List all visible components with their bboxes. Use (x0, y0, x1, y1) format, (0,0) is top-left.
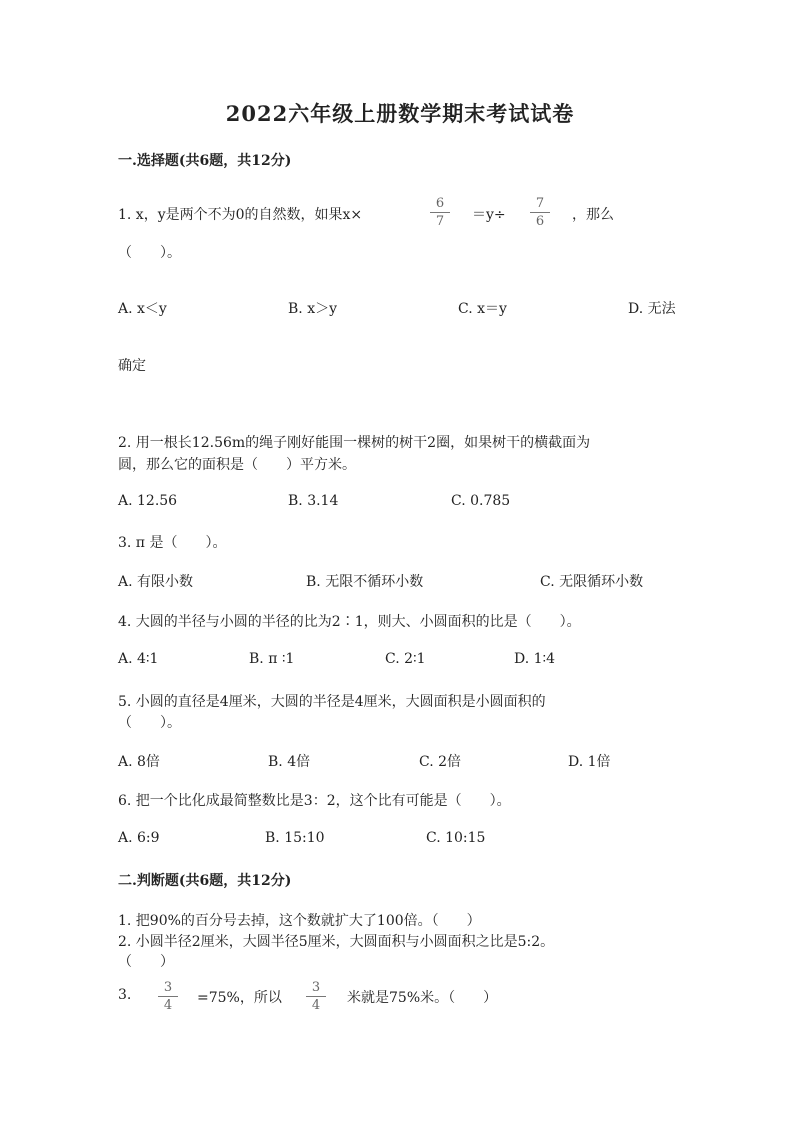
q5-option-c: C. 2倍 (419, 754, 462, 770)
q4-option-d: D. 1∶4 (514, 651, 556, 667)
q1-option-d-continued: 确定 (118, 358, 146, 374)
judge-1-text: 1. 把90%的百分号去掉，这个数就扩大了100倍。（ ） (118, 913, 481, 929)
section1-heading: 一.选择题(共6题，共12分) (118, 153, 292, 169)
judge-3-text-part-b: 米就是75%米。（ ） (347, 990, 498, 1006)
q2-option-b: B. 3.14 (288, 493, 339, 509)
judge-3-fraction-2-denominator: 4 (311, 998, 321, 1013)
q4-option-a: A. 4∶1 (118, 651, 159, 667)
q4-text: 4. 大圆的半径与小圆的半径的比为2∶1，则大、小圆面积的比是（ ）。 (118, 614, 581, 630)
q4-option-b: B. π ∶1 (249, 651, 295, 667)
section2-heading: 二.判断题(共6题，共12分) (118, 873, 292, 889)
q3-option-a: A. 有限小数 (118, 574, 194, 590)
q5-option-a: A. 8倍 (118, 754, 160, 770)
q3-option-b: B. 无限不循环小数 (306, 574, 424, 590)
q1-option-a: A. x＜y (118, 301, 167, 317)
q5-text-line2: （ ）。 (118, 715, 181, 731)
judge-3-text-part-a: =75%，所以 (197, 990, 282, 1006)
q1-fraction-2-numerator: 7 (530, 195, 550, 213)
judge-3-fraction-1 (158, 979, 178, 1014)
q4-option-c: C. 2∶1 (385, 651, 426, 667)
q1-text-part-b: ＝y÷ (472, 207, 506, 223)
q1-text-part-a: 1. x，y是两个不为0的自然数，如果x× (118, 207, 363, 223)
exam-title: 2022六年级上册数学期末考试试卷 (225, 101, 575, 126)
q2-text-line2: 圆，那么它的面积是（ ）平方米。 (118, 457, 356, 473)
q5-option-d: D. 1倍 (568, 754, 611, 770)
q5-text-line1: 5. 小圆的直径是4厘米，大圆的半径是4厘米，大圆面积是小圆面积的 (118, 694, 546, 710)
q1-fraction-1-denominator: 7 (435, 214, 445, 229)
q2-option-c: C. 0.785 (451, 493, 511, 509)
q6-text: 6. 把一个比化成最简整数比是3：2，这个比有可能是（ ）。 (118, 793, 511, 809)
q2-option-a: A. 12.56 (118, 493, 178, 509)
judge-2-text-line2: （ ） (118, 954, 174, 970)
judge-3-fraction-2 (306, 979, 326, 1014)
q6-option-a: A. 6:9 (118, 830, 160, 846)
q1-text-part-c: ，那么 (572, 207, 614, 223)
judge-2-text-line1: 2. 小圆半径2厘米，大圆半径5厘米，大圆面积与小圆面积之比是5:2。 (118, 934, 555, 950)
judge-3-fraction-1-numerator: 3 (158, 979, 178, 997)
judge-3-fraction-2-numerator: 3 (306, 979, 326, 997)
judge-3-fraction-1-denominator: 4 (163, 998, 173, 1013)
q3-text: 3. π 是（ ）。 (118, 535, 227, 551)
q1-fraction-2 (530, 195, 550, 230)
q6-option-c: C. 10:15 (426, 830, 486, 846)
q3-option-c: C. 无限循环小数 (540, 574, 644, 590)
q1-option-d: D. 无法 (628, 301, 676, 317)
q1-option-c: C. x＝y (458, 301, 507, 317)
q6-option-b: B. 15:10 (265, 830, 325, 846)
q1-fraction-2-denominator: 6 (535, 214, 545, 229)
q1-option-b: B. x＞y (288, 301, 337, 317)
q2-text-line1: 2. 用一根长12.56m的绳子刚好能围一棵树的树干2圈，如果树干的横截面为 (118, 435, 591, 451)
q1-fraction-1-numerator: 6 (430, 195, 450, 213)
q1-answer-blank: （ ）。 (118, 245, 181, 261)
q1-fraction-1 (430, 195, 450, 230)
q5-option-b: B. 4倍 (268, 754, 311, 770)
judge-3-label: 3. (118, 987, 132, 1003)
